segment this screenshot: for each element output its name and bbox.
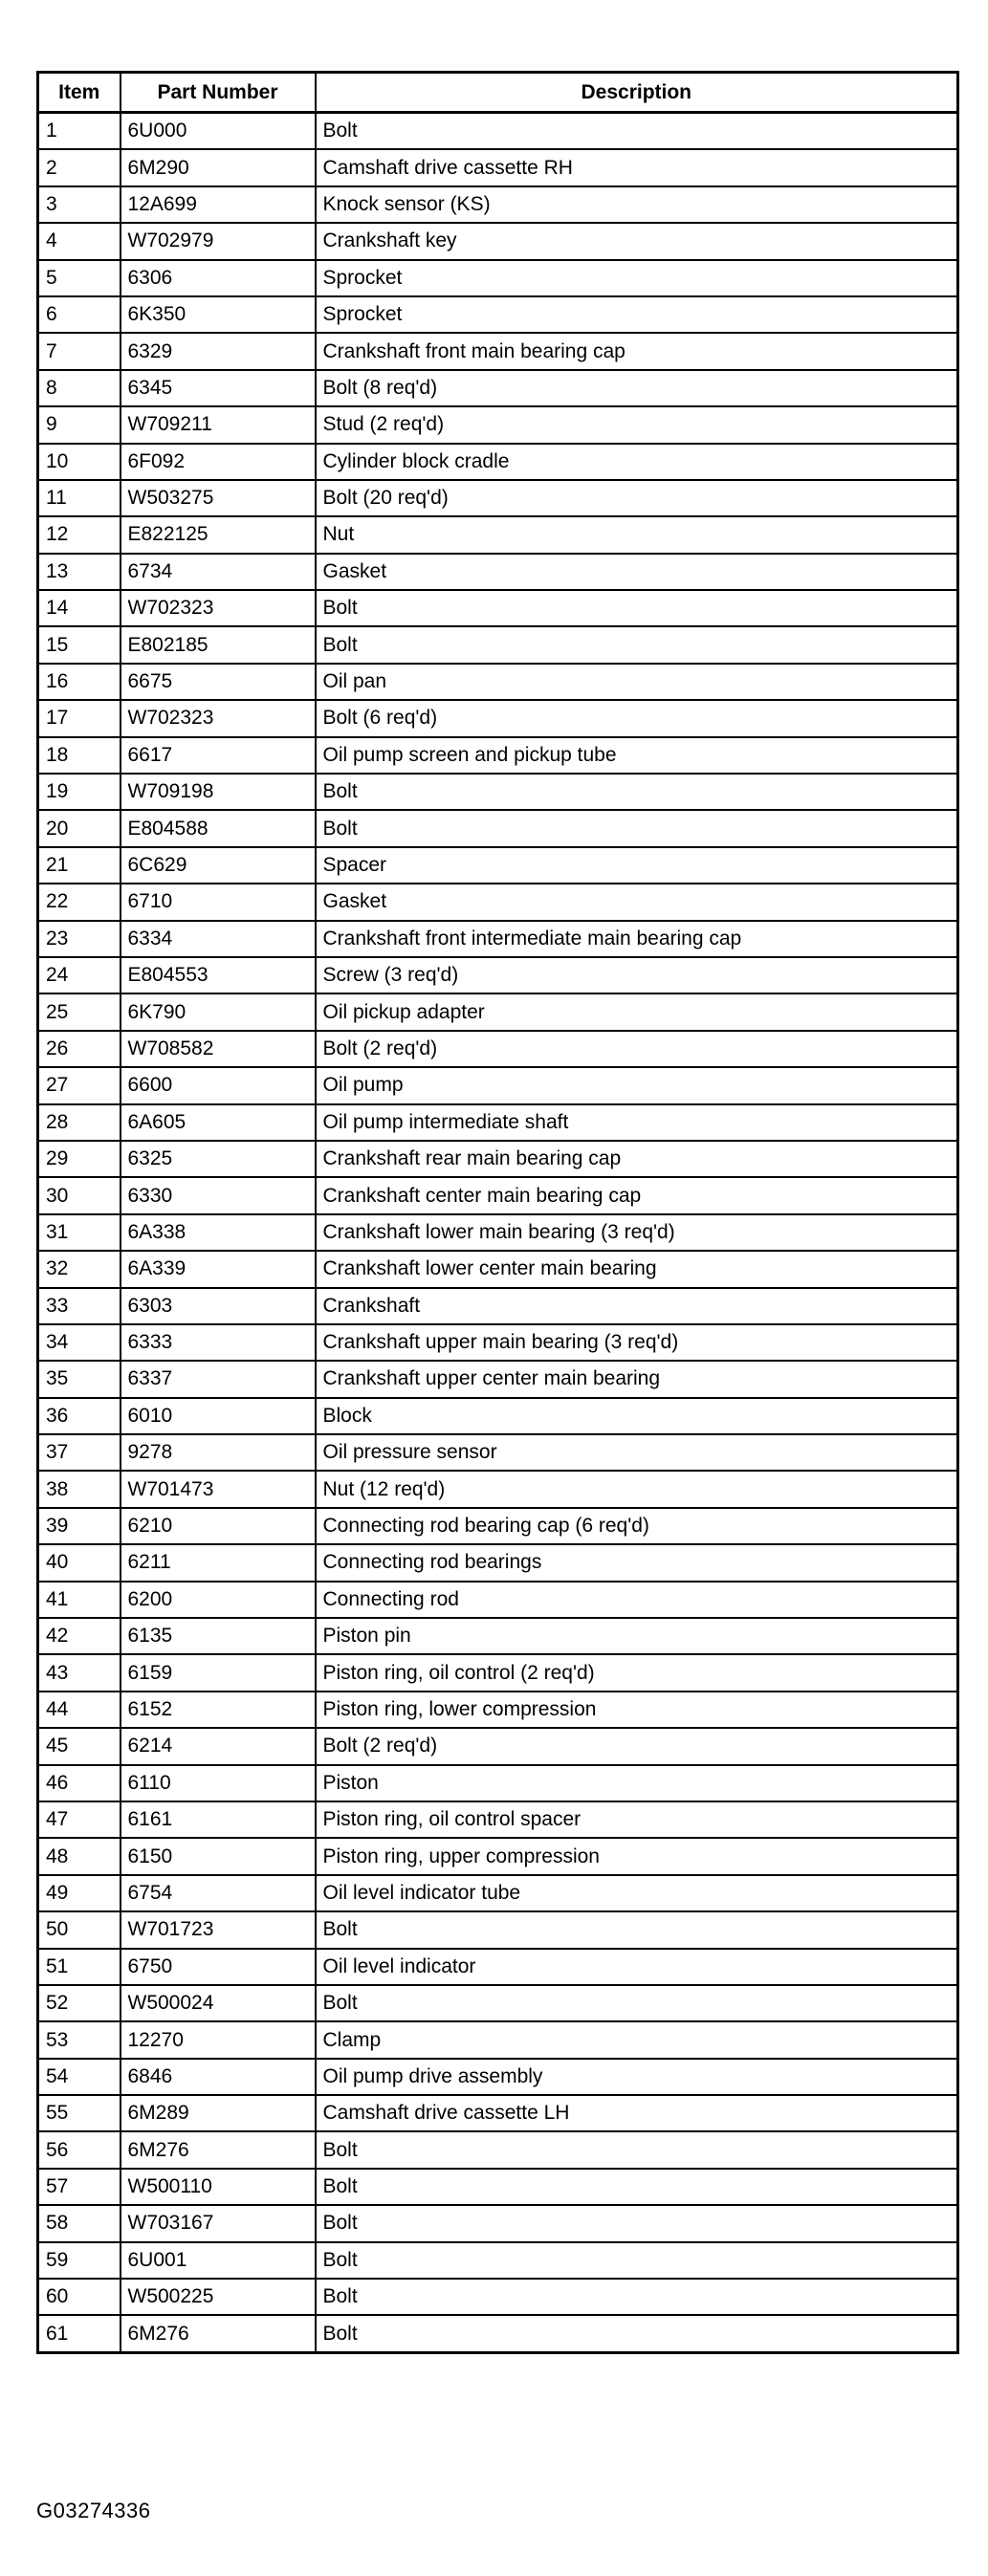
description-cell: Connecting rod bearing cap (6 req'd) [316,1508,958,1544]
part-number-cell: 6A338 [121,1214,316,1251]
item-cell: 45 [38,1728,121,1764]
item-cell: 32 [38,1251,121,1287]
description-cell: Crankshaft front main bearing cap [316,333,958,369]
part-number-cell: 6A605 [121,1104,316,1141]
figure-id: G03274336 [36,2499,151,2522]
description-cell: Bolt (20 req'd) [316,480,958,516]
item-cell: 61 [38,2315,121,2352]
description-cell: Clamp [316,2021,958,2058]
item-cell: 16 [38,664,121,700]
item-cell: 46 [38,1765,121,1801]
table-row [38,444,958,480]
part-number-cell: 6135 [121,1618,316,1654]
description-cell: Bolt [316,2131,958,2168]
table-row [38,186,958,223]
description-cell: Oil pressure sensor [316,1434,958,1471]
description-cell: Bolt [316,2169,958,2205]
description-cell: Oil level indicator [316,1949,958,1985]
description-cell: Piston ring, lower compression [316,1692,958,1728]
item-cell: 14 [38,590,121,626]
part-number-cell: 6150 [121,1838,316,1874]
table-row [38,1765,958,1801]
item-cell: 38 [38,1471,121,1507]
table-row [38,2205,958,2241]
item-cell: 59 [38,2242,121,2279]
table-row [38,370,958,406]
item-cell: 13 [38,554,121,590]
table-row [38,1471,958,1507]
description-cell: Crankshaft upper main bearing (3 req'd) [316,1324,958,1361]
item-cell: 19 [38,774,121,810]
item-cell: 52 [38,1985,121,2021]
description-cell: Bolt [316,113,958,150]
item-cell: 60 [38,2279,121,2315]
part-number-cell: 6M290 [121,149,316,186]
item-cell: 25 [38,993,121,1030]
description-cell: Bolt [316,2242,958,2279]
description-cell: Crankshaft lower center main bearing [316,1251,958,1287]
item-cell: 8 [38,370,121,406]
item-cell: 51 [38,1949,121,1985]
part-number-cell: 6152 [121,1692,316,1728]
table-row [38,1398,958,1434]
part-number-cell: 6F092 [121,444,316,480]
item-cell: 57 [38,2169,121,2205]
description-cell: Spacer [316,847,958,884]
description-cell: Sprocket [316,296,958,333]
part-number-cell: W500110 [121,2169,316,2205]
part-number-cell: 6846 [121,2059,316,2095]
header-row [38,73,958,113]
part-number-cell: W703167 [121,2205,316,2241]
item-cell: 10 [38,444,121,480]
table-row [38,810,958,846]
part-number-cell: 6750 [121,1949,316,1985]
table-row [38,1654,958,1691]
description-cell: Bolt [316,810,958,846]
item-cell: 6 [38,296,121,333]
description-cell: Crankshaft rear main bearing cap [316,1141,958,1177]
description-cell: Connecting rod bearings [316,1544,958,1581]
part-number-cell: W709198 [121,774,316,810]
table-row [38,1801,958,1838]
part-number-cell: 6754 [121,1875,316,1911]
item-cell: 20 [38,810,121,846]
description-cell: Oil pan [316,664,958,700]
description-cell: Oil pump [316,1067,958,1103]
part-number-cell: 6710 [121,884,316,920]
part-number-cell: 6010 [121,1398,316,1434]
table-body [38,113,958,2353]
part-number-cell: 9278 [121,1434,316,1471]
description-cell: Bolt [316,2205,958,2241]
item-cell: 30 [38,1177,121,1213]
part-number-cell: W503275 [121,480,316,516]
part-number-cell: 6K790 [121,993,316,1030]
item-cell: 58 [38,2205,121,2241]
description-cell: Connecting rod [316,1582,958,1618]
table-row [38,1324,958,1361]
item-cell: 36 [38,1398,121,1434]
part-number-cell: W500225 [121,2279,316,2315]
description-cell: Bolt (2 req'd) [316,1728,958,1764]
item-cell: 31 [38,1214,121,1251]
table-row [38,774,958,810]
table-row [38,1508,958,1544]
item-cell: 18 [38,737,121,774]
description-cell: Camshaft drive cassette LH [316,2095,958,2131]
item-cell: 42 [38,1618,121,1654]
part-number-cell: 6U000 [121,113,316,150]
item-cell: 34 [38,1324,121,1361]
item-cell: 35 [38,1361,121,1397]
part-number-cell: E802185 [121,626,316,663]
description-cell: Stud (2 req'd) [316,406,958,443]
item-cell: 40 [38,1544,121,1581]
header-part-number: Part Number [121,73,316,113]
table-row [38,1692,958,1728]
table-row [38,2242,958,2279]
table-row [38,1141,958,1177]
description-cell: Cylinder block cradle [316,444,958,480]
part-number-cell: 12270 [121,2021,316,2058]
description-cell: Piston pin [316,1618,958,1654]
table-row [38,1434,958,1471]
table-row [38,113,958,150]
description-cell: Oil pump intermediate shaft [316,1104,958,1141]
table-row [38,1177,958,1213]
part-number-cell: 6337 [121,1361,316,1397]
description-cell: Gasket [316,554,958,590]
item-cell: 11 [38,480,121,516]
item-cell: 21 [38,847,121,884]
table-row [38,554,958,590]
table-row [38,993,958,1030]
item-cell: 54 [38,2059,121,2095]
item-cell: 1 [38,113,121,150]
item-cell: 17 [38,700,121,736]
item-cell: 2 [38,149,121,186]
part-number-cell: 6210 [121,1508,316,1544]
description-cell: Camshaft drive cassette RH [316,149,958,186]
part-number-cell: 6334 [121,921,316,957]
description-cell: Gasket [316,884,958,920]
item-cell: 37 [38,1434,121,1471]
part-number-cell: W702979 [121,223,316,259]
part-number-cell: 6600 [121,1067,316,1103]
item-cell: 33 [38,1288,121,1324]
table-row [38,957,958,993]
item-cell: 41 [38,1582,121,1618]
table-row [38,2279,958,2315]
item-cell: 23 [38,921,121,957]
table-row [38,884,958,920]
table-row [38,260,958,296]
table-row [38,2169,958,2205]
description-cell: Bolt [316,590,958,626]
part-number-cell: W701473 [121,1471,316,1507]
table-row [38,1582,958,1618]
item-cell: 29 [38,1141,121,1177]
table-row [38,1361,958,1397]
part-number-cell: 6U001 [121,2242,316,2279]
part-number-cell: 6A339 [121,1251,316,1287]
item-cell: 48 [38,1838,121,1874]
table-row [38,1031,958,1067]
description-cell: Bolt [316,626,958,663]
table-row [38,664,958,700]
part-number-cell: 6211 [121,1544,316,1581]
part-number-cell: 6M289 [121,2095,316,2131]
description-cell: Oil level indicator tube [316,1875,958,1911]
parts-list-sheet [36,71,956,2354]
table-row [38,1214,958,1251]
part-number-cell: 6M276 [121,2131,316,2168]
item-cell: 47 [38,1801,121,1838]
item-cell: 9 [38,406,121,443]
table-row [38,223,958,259]
item-cell: 5 [38,260,121,296]
part-number-cell: E804588 [121,810,316,846]
description-cell: Piston ring, oil control spacer [316,1801,958,1838]
description-cell: Bolt [316,774,958,810]
description-cell: Bolt [316,1985,958,2021]
description-cell: Knock sensor (KS) [316,186,958,223]
part-number-cell: E804553 [121,957,316,993]
table-row [38,921,958,957]
part-number-cell: W702323 [121,590,316,626]
part-number-cell: 6110 [121,1765,316,1801]
table-row [38,737,958,774]
table-row [38,1838,958,1874]
parts-table [36,71,959,2354]
part-number-cell: 6161 [121,1801,316,1838]
description-cell: Bolt [316,2279,958,2315]
description-cell: Block [316,1398,958,1434]
description-cell: Bolt (6 req'd) [316,700,958,736]
item-cell: 49 [38,1875,121,1911]
part-number-cell: 6M276 [121,2315,316,2352]
description-cell: Crankshaft lower main bearing (3 req'd) [316,1214,958,1251]
table-row [38,296,958,333]
item-cell: 39 [38,1508,121,1544]
part-number-cell: W702323 [121,700,316,736]
table-row [38,333,958,369]
description-cell: Bolt [316,1911,958,1948]
part-number-cell: W701723 [121,1911,316,1948]
part-number-cell: 6333 [121,1324,316,1361]
description-cell: Piston ring, upper compression [316,1838,958,1874]
item-cell: 28 [38,1104,121,1141]
table-row [38,149,958,186]
table-row [38,700,958,736]
table-row [38,2095,958,2131]
table-row [38,516,958,553]
table-row [38,1544,958,1581]
part-number-cell: 6K350 [121,296,316,333]
part-number-cell: W500024 [121,1985,316,2021]
item-cell: 24 [38,957,121,993]
part-number-cell: 6345 [121,370,316,406]
description-cell: Screw (3 req'd) [316,957,958,993]
table-row [38,2315,958,2352]
part-number-cell: 6330 [121,1177,316,1213]
part-number-cell: 6734 [121,554,316,590]
table-row [38,1949,958,1985]
part-number-cell: 6617 [121,737,316,774]
part-number-cell: W709211 [121,406,316,443]
description-cell: Oil pump drive assembly [316,2059,958,2095]
item-cell: 53 [38,2021,121,2058]
part-number-cell: W708582 [121,1031,316,1067]
part-number-cell: 6675 [121,664,316,700]
table-row [38,1985,958,2021]
description-cell: Crankshaft [316,1288,958,1324]
part-number-cell: 6200 [121,1582,316,1618]
table-row [38,847,958,884]
header-item: Item [38,73,121,113]
description-cell: Piston ring, oil control (2 req'd) [316,1654,958,1691]
table-row [38,1875,958,1911]
table-row [38,1067,958,1103]
item-cell: 50 [38,1911,121,1948]
description-cell: Oil pickup adapter [316,993,958,1030]
part-number-cell: 6306 [121,260,316,296]
table-header [38,73,958,113]
header-description: Description [316,73,958,113]
table-row [38,626,958,663]
part-number-cell: E822125 [121,516,316,553]
table-row [38,2059,958,2095]
description-cell: Crankshaft front intermediate main bearing cap [316,921,958,957]
description-cell: Crankshaft center main bearing cap [316,1177,958,1213]
table-row [38,1251,958,1287]
item-cell: 56 [38,2131,121,2168]
part-number-cell: 12A699 [121,186,316,223]
table-row [38,1728,958,1764]
item-cell: 4 [38,223,121,259]
item-cell: 26 [38,1031,121,1067]
table-row [38,1104,958,1141]
description-cell: Crankshaft upper center main bearing [316,1361,958,1397]
table-row [38,2021,958,2058]
description-cell: Crankshaft key [316,223,958,259]
item-cell: 44 [38,1692,121,1728]
part-number-cell: 6159 [121,1654,316,1691]
description-cell: Oil pump screen and pickup tube [316,737,958,774]
item-cell: 12 [38,516,121,553]
part-number-cell: 6329 [121,333,316,369]
table-row [38,480,958,516]
item-cell: 55 [38,2095,121,2131]
table-row [38,1911,958,1948]
item-cell: 27 [38,1067,121,1103]
table-row [38,2131,958,2168]
part-number-cell: 6214 [121,1728,316,1764]
table-row [38,590,958,626]
item-cell: 22 [38,884,121,920]
table-row [38,1288,958,1324]
item-cell: 3 [38,186,121,223]
part-number-cell: 6C629 [121,847,316,884]
item-cell: 15 [38,626,121,663]
description-cell: Sprocket [316,260,958,296]
item-cell: 43 [38,1654,121,1691]
part-number-cell: 6303 [121,1288,316,1324]
description-cell: Bolt [316,2315,958,2352]
table-row [38,1618,958,1654]
description-cell: Nut (12 req'd) [316,1471,958,1507]
table-row [38,406,958,443]
part-number-cell: 6325 [121,1141,316,1177]
description-cell: Nut [316,516,958,553]
item-cell: 7 [38,333,121,369]
description-cell: Piston [316,1765,958,1801]
description-cell: Bolt (2 req'd) [316,1031,958,1067]
description-cell: Bolt (8 req'd) [316,370,958,406]
